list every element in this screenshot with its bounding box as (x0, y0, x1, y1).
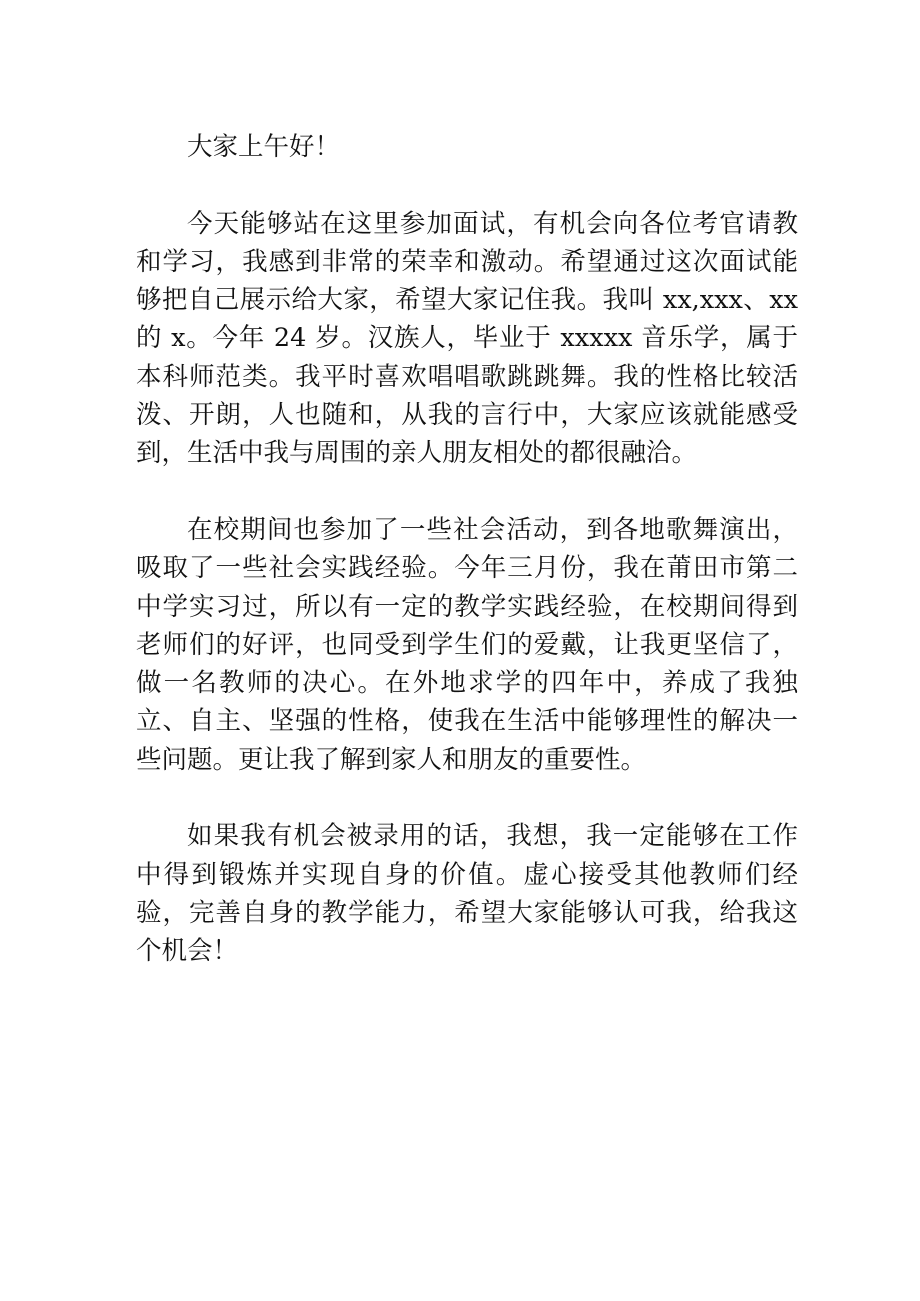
document-body (136, 128, 798, 971)
self-introduction-paragraph: 今天能够站在这里参加面试，有机会向各位考官请教和学习，我感到非常的荣幸和激动。希望通过这次面试能够把自己展示给大家，希望大家记住我。我叫 xx,xxx、xx 的 x。今年 24 岁。汉族人，毕业于 xxxxx 音乐学，属于本科师范类。我平时喜欢唱唱歌跳跳舞。我的性格比较活泼、开朗，人也随和，从我的言行中，大家应该就能感受到，生活中我与周围的亲人朋友相处的都很融洽。 (136, 208, 798, 469)
closing-paragraph: 如果我有机会被录用的话，我想，我一定能够在工作中得到锻炼并实现自身的价值。虚心接受其他教师们经验，完善自身的教学能力，希望大家能够认可我，给我这个机会！ (136, 821, 798, 967)
school-experience-paragraph: 在校期间也参加了一些社会活动，到各地歌舞演出，吸取了一些社会实践经验。今年三月份，我在莆田市第二中学实习过，所以有一定的教学实践经验，在校期间得到老师们的好评，也同受到学生们的爱戴，让我更坚信了，做一名教师的决心。在外地求学的四年中，养成了我独立、自主、坚强的性格，使我在生活中能够理性的解决一些问题。更让我了解到家人和朋友的重要性。 (136, 514, 798, 775)
greeting-paragraph: 大家上午好！ (187, 132, 341, 162)
